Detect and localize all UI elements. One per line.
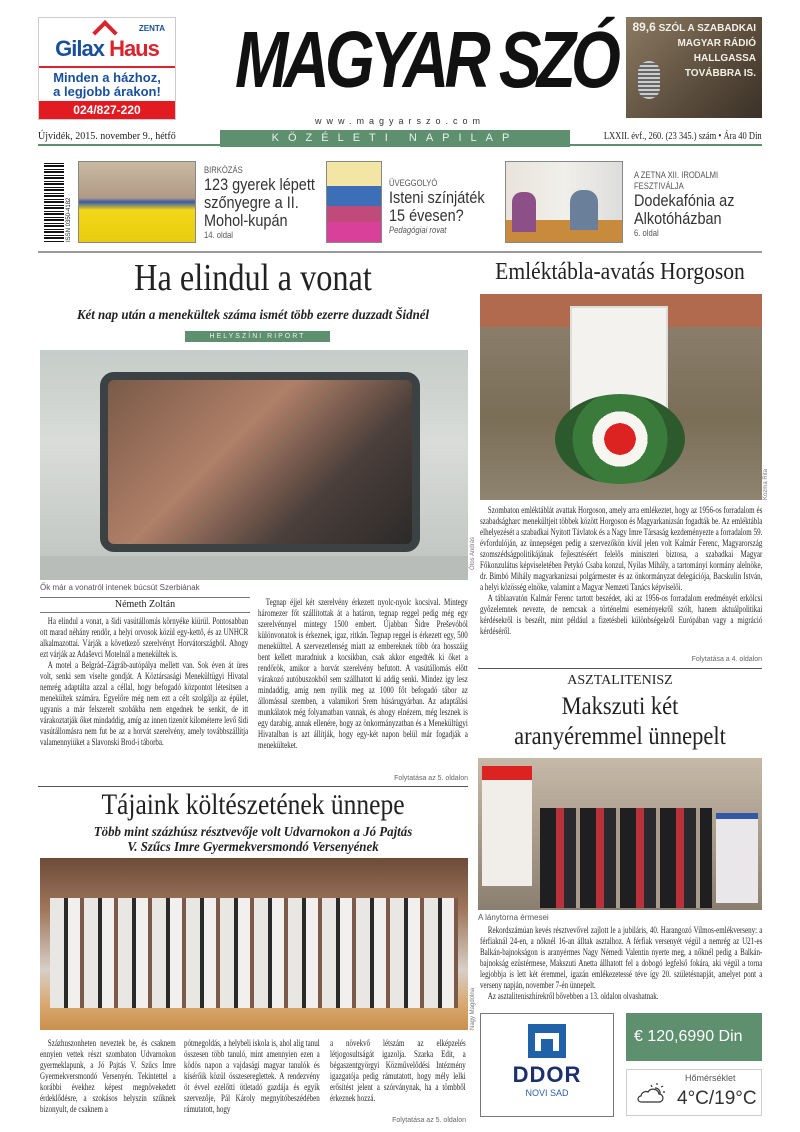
photo-credit: Ótos András	[470, 536, 476, 570]
paragraph: a növekvő létszám az elképzelés létjogosultságát igazolja. Szarka Edit, a bégaszentgyörgyi Közművelődési Intézmény igazgatója pedig rámutatott, hogy mély lelki erősítést jelent a szórványnak, ha a tömbből érkeznek hozzá.	[330, 1038, 466, 1103]
poetry-column-2	[184, 1038, 320, 1115]
divider	[478, 668, 762, 669]
ad-phone: 024/827-220	[39, 101, 175, 119]
brand-a: Gilax	[55, 36, 104, 61]
subtitle-line: Több mint százhúsz résztvevője volt Udvarnokon a Jó Pajtás	[93, 825, 413, 840]
ad-slogan-block	[39, 66, 175, 99]
paragraph: Ha elindul a vonat, a šidi vasútállomás környéke kiürül. Pontosabban ott marad néhány rendőr, a helyi orvosok közül egy-kettő, és az UNHCR alkalmazottai. Várják a következő szerelvényt Horvátországból. Ahogy ezt várják az Adaševci Motelnál a menekültek is.	[40, 616, 249, 659]
plaque-body	[480, 505, 762, 637]
lead-column-1	[40, 616, 248, 748]
ad-slogan: a legjobb árakon!	[53, 84, 161, 99]
weather-box	[626, 1069, 762, 1116]
tt-body	[480, 925, 762, 1002]
gilax-haus-ad[interactable]	[38, 17, 176, 120]
paragraph: pótmegoldás, a helybeli iskola is, ahol alig tanul összesen több tanuló, mint amennyien ezen a ködös napon a vajdasági magyar tanulók és kísérőik közül összesereglettek. A rendezvény öt évvel ezelőtti ötletadó gazdája és egyik szervezője, Pál Károly megnyitóbeszédében rámutatott, hogy	[184, 1038, 320, 1114]
teaser-title[interactable]: 123 gyerek lépett szőnyegre a II. Mohol-kupán	[204, 175, 315, 230]
lead-column-2	[258, 597, 468, 751]
issue-info: LXXII. évf., 260. (23 345.) szám • Ára 40 Din	[604, 131, 762, 142]
photo-caption: A lánytorna érmesei	[478, 913, 549, 922]
continued-link[interactable]: Folytatása az 5. oldalon	[392, 1117, 466, 1124]
drawing-photo[interactable]	[326, 161, 382, 243]
headline-line[interactable]: Makszuti két	[561, 693, 679, 720]
ad-city: ZENTA	[138, 24, 165, 33]
radio-line	[632, 20, 756, 36]
teaser-kicker: BIRKÓZÁS	[204, 165, 243, 175]
paragraph: Rekordszámúan kevés résztvevővel zajlott le a jubiláris, 40. Harangozó Vilmos-emlékverseny: a férfiaknál 24-en, a nőknél 16-an álltak asztalhoz. A férfiak versenyét végül a nemrég az U21-es Balkán-bajnokságon is aranyérmes Nagy Némedi Valentin nyerte meg, a nőknél pedig a Balkán-bajnokság ezüstérmese, Makszuti Anetta állhatott fel a dobogó legfelső fokára, aki végül a torna legjobbja is lett két éremmel, igazán emlékezetessé téve így 20. születésnapját, amelyet pont a verseny napján, november 7-én ünnepelt.	[480, 925, 763, 990]
barcode	[44, 162, 64, 242]
ddor-city: NOVI SAD	[525, 1088, 569, 1098]
magyar-radio-ad[interactable]	[626, 17, 762, 118]
teaser-kicker: ÜVEGGOLYÓ	[389, 178, 438, 188]
exchange-rate: 120,6990 Din	[647, 1028, 743, 1045]
poetry-headline[interactable]: Tájaink költészetének ünnepe	[101, 788, 405, 821]
photo-credit: Kozma Rita	[763, 468, 769, 500]
continued-link[interactable]: Folytatása a 4. oldalon	[691, 656, 762, 663]
euro-icon: €	[634, 1028, 643, 1045]
teaser-title[interactable]: Isteni színjáték 15 évesen?	[389, 188, 485, 225]
radio-line: HALLGASSA	[693, 53, 756, 64]
plaque-headline[interactable]: Emléktábla-avatás Horgoson	[495, 259, 745, 285]
poetry-column-3	[330, 1038, 466, 1104]
weather-temps: 4°C/19°C	[677, 1088, 757, 1109]
radio-line: TOVÁBBRA IS.	[684, 68, 756, 79]
tt-kicker: ASZTALITENISZ	[567, 673, 673, 688]
microphone-icon	[638, 61, 660, 99]
ddor-logo-icon	[528, 1024, 566, 1058]
subtitle-line: V. Szűcs Imre Gyermekversmondó Versenyének	[127, 840, 379, 855]
issn: ISSN 0350-4182	[66, 197, 72, 242]
divider	[38, 786, 468, 787]
exchange-rate-box	[626, 1013, 762, 1061]
weather-label: Hőmérséklet	[685, 1073, 736, 1083]
teaser-festival[interactable]	[634, 170, 762, 239]
photo-credit: Nagy Magdolna	[470, 987, 476, 1030]
ddor-ad[interactable]	[480, 1013, 614, 1117]
teaser-title[interactable]: Dodekafónia az Alkotóházban	[634, 191, 735, 228]
teaser-page: 14. oldal	[204, 230, 233, 240]
poetry-column-1	[40, 1038, 176, 1115]
paragraph: Százhuszonheten neveztek be, és csaknem ennyien vettek részt szombaton Udvarnokon gyermeklapunk, a Jó Pajtás V. Szűcs Imre Gyermekversmondó Versenyén. Tekintettel a korábbi évekhez képest megnövekedett érdeklődésre, a szokásos helyszín szűknek bizonyult, de csaknem a	[40, 1038, 176, 1114]
website-url[interactable]: www.magyarszo.com	[314, 116, 486, 126]
headline-line[interactable]: aranyéremmel ünnepelt	[514, 723, 726, 750]
festival-photo[interactable]	[505, 161, 623, 243]
lead-subtitle: Két nap után a menekültek száma ismét több ezerre duzzadt Šidnél	[76, 308, 430, 323]
radio-line: MAGYAR RÁDIÓ	[677, 38, 756, 49]
teaser-page: 6. oldal	[634, 228, 659, 238]
paragraph: Az asztaliteniszhírekről bővebben a 13. oldalon olvashatnak.	[487, 991, 659, 1001]
partly-cloudy-icon	[635, 1082, 667, 1106]
tagline: KÖZÉLETI NAPILAP	[220, 130, 570, 147]
tt-headline	[492, 692, 748, 752]
dateline: Újvidék, 2015. november 9., hétfő	[38, 131, 176, 142]
paragraph: A motel a Belgrád–Zágráb-autópálya mellett van. Sok éven át üres volt, senki sem viselte gondját. A Köztársasági Menekültügyi Hivatal nemrég adaptálta azzal a céllal, hogy befogadó központot létesítsen a menekültek számára. Egyelőre még nem ezt a célt szolgálja az épület, ugyanis a már felszerelt szobákba nem engednek be senkit, de itt várakoztatják őket mindaddig, amíg az innen tizenöt kilométerre levő šidi vasútállomásra nem fut be az a horvát szerelvény, amely továbbszállítja valamennyiüket a Slavonski Brod-i táborba.	[40, 660, 249, 747]
radio-frequency: 89,6	[632, 20, 656, 34]
radio-text: SZÓL A SZABADKAI	[658, 23, 756, 34]
section-label: HELYSZÍNI RIPORT	[185, 331, 330, 342]
continued-link[interactable]: Folytatása az 5. oldalon	[394, 775, 468, 782]
teaser-kicker: A ZETNA XII. IRODALMI FESZTIVÁLJA	[634, 170, 719, 191]
photo-caption: Ők már a vonatról intenek búcsút Szerbiának	[40, 583, 200, 592]
author: Németh Zoltán	[40, 597, 250, 613]
ad-slogan: Minden a házhoz,	[53, 70, 161, 85]
paragraph: Tegnap éjjel két szerelvény érkezett nyolc-nyolc kocsival. Mintegy háromezer főt szállítottak át a határon, tegnap reggel pedig még egy szerelvénnyel mintegy 1500 embert. Újabban Šidre Preševóból különvonatok is érkeznek, igaz, ritkán. Tegnap reggel is érkezett egy, 500 menekülttel. A szervezetlenség miatt az embereknek több óra hosszáig bent kellett maradniuk a kocsikban, csak akkor engedték ki őket a rendőrök, amikor a horvát szerelvény befutott. A vasútállomás előtt várakozó autóbuszokból sem szállhatott ki addig senki. Mindez így lesz mindaddig, amíg nem nyílik meg az 1000 főt befogadó tábor az állomással szemben, a valamikori Srem húsárugyárban. Az adaptálási munkálatok még folyamatban vannak, és ahogy elnézem, még lesznek is egy darabig, annak ellenére, hogy az önkormányzatban és a Menekültügyi Hivatalban is azt állítják, hogy egy-két napon belül már fogadják a menekülteket.	[258, 597, 468, 750]
teaser-theatre[interactable]	[389, 178, 500, 236]
ddor-name: DDOR	[512, 1062, 582, 1087]
poetry-subtitle	[55, 825, 451, 855]
paragraph: A táblaavatón Kalmár Ferenc tartott beszédet, aki az 1956-os forradalom eredményét erkölcsi győzelemnek nevezte, de nemcsak a történelmi eseményekről szólt, hanem aktuálpolitikai kérdésekről is beszélt, mint például a fizetésbeli különbségekről Európában vagy a migráció kérdéséről.	[480, 593, 763, 636]
teaser-wrestling[interactable]	[204, 165, 323, 241]
lead-headline[interactable]: Ha elindul a vonat	[134, 257, 372, 299]
paragraph: Szombaton emléktáblát avattak Horgoson, amely arra emlékeztet, hogy az 1956-os forradalom és szabadságharc menekültjeit többek között Horgoson és Magyarkanizsán fogadták be. Az emléktábla elhelyezését a szabadkai Nyitott Távlatok és a Nagy Imre Társaság kezdeményezte a forradalom 59. évfordulóján, az ünnepségen pedig a szervezőkön kívül jelen volt Kalmár Ferenc, Magyarország szomszédságpolitikájának fejlesztéséért felelős miniszteri biztosa, a szabadkai Magyar Főkonzulátus képviseletében Petykó Csaba konzul, Nyilas Mihály, a tartományi kormány alelnöke, dr. Bimbó Mihály magyarkanizsai polgármester és az önkormányzat delegációja, Bacskulin István, a helyi közösség elnöke, valamint a Magyar Nemzeti Tanács képviselői.	[480, 505, 763, 592]
medalists-photo[interactable]	[478, 758, 762, 910]
refugees-train-photo[interactable]	[40, 350, 468, 580]
memorial-plaque-photo[interactable]	[480, 294, 762, 500]
masthead-logo[interactable]: MAGYAR SZÓ	[235, 15, 617, 104]
children-group-photo[interactable]	[40, 858, 468, 1030]
teaser-page: Pedagógiai rovat	[389, 225, 447, 235]
divider	[38, 251, 762, 253]
wrestling-photo[interactable]	[78, 161, 196, 243]
brand-b: Haus	[109, 36, 159, 61]
